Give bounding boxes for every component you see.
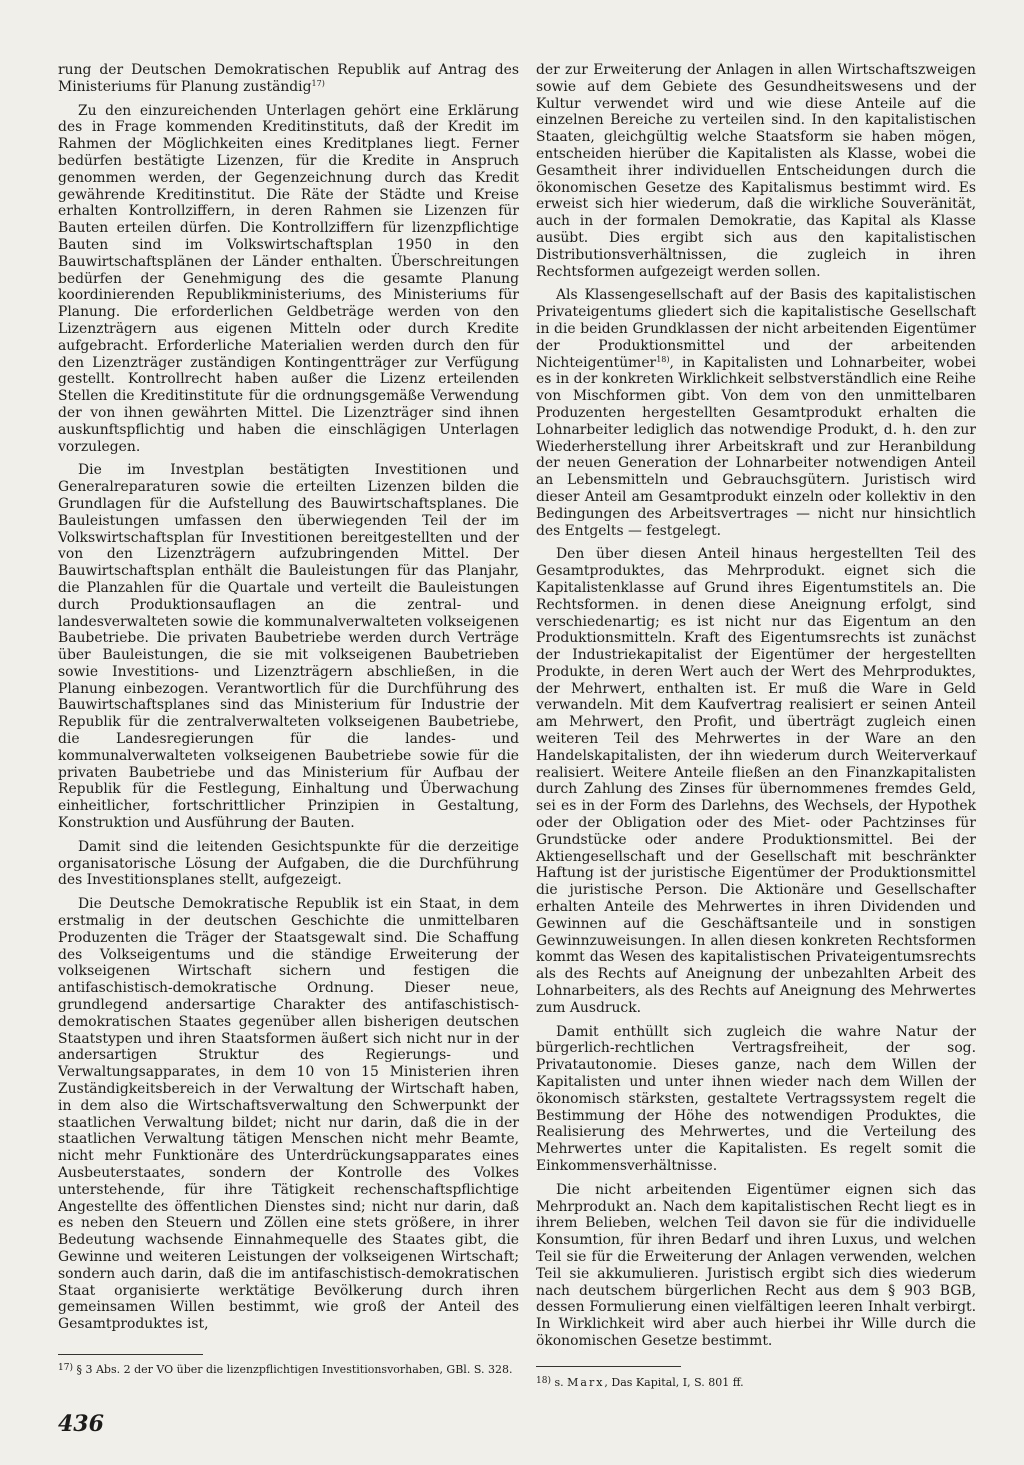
- right-column: [536, 62, 976, 1357]
- paragraph: rung der Deutschen Demokratischen Republik auf Antrag des Ministeriums für Planung zuständig$^{17)}$: [58, 62, 519, 95]
- page-number: 436: [58, 1411, 104, 1437]
- footnote-ref-18[interactable]: 18): [656, 354, 670, 364]
- paragraph: Die nicht arbeitenden Eigentümer eignen sich das Mehrprodukt an. Nach dem kapitalistischen Recht liegt es in ihrem Belieben, welchen Teil davon sie für die individuelle Konsumtion, für ihren Bedarf und ihren Luxus, und welchen Teil sie für die Erweiterung der Anlagen verwenden, welchen Teil sie akkumulieren. Juristisch ergibt sich dies wiederum nach deutschem bürgerlichen Recht aus dem § 903 BGB, dessen Formulierung einen vielfältigen leeren Inhalt verbirgt. In Wirklichkeit wird aber auch hierbei ihr Wille durch die ökonomischen Gesetze bestimmt.: [536, 1181, 976, 1349]
- footnote-number: 17): [58, 1363, 73, 1373]
- paragraph: Den über diesen Anteil hinaus hergestellten Teil des Gesamtproduktes, das Mehrprodukt. eignet sich die Kapitalistenklasse auf Grund ihres Eigentumstitels an. Die Rechtsformen. in denen diese Aneignung erfolgt, sind verschiedenartig; es ist nicht nur das Eigentum an den Produktionsmitteln. Kraft des Eigentumsrechts ist zunächst der Industriekapitalist der Eigentümer der hergestellten Produkte, in deren Wert auch der Wert des Mehrproduktes, der Mehrwert, enthalten ist. Er muß die Ware in Geld verwandeln. Mit dem Kaufvertrag realisiert er seinen Anteil am Mehrwert, den Profit, und überträgt zugleich einen weiteren Teil des Mehrwertes in der Ware an den Handelskapitalisten, der ihn wiederum durch Weiterverkauf realisiert. Weitere Anteile fließen an den Finanzkapitalisten durch Zahlung des Zinses für übernommenes fremdes Geld, sei es in der Form des Darlehns, des Wechsels, der Hypothek oder der Obligation oder des Miet- oder Pachtzinses für Grundstücke oder andere Produktionsmittel. Bei der Aktiengesellschaft und der Gesellschaft mit beschränkter Haftung ist der juristische Eigentümer der Produktionsmittel die juristische Person. Die Aktionäre und Gesellschafter erhalten Anteile des Mehrwertes in ihren Dividenden und Gewinnen auf die Geschäftsanteile und in sonstigen Gewinnzuweisungen. In allen diesen konkreten Rechtsformen kommt das Wesen des kapitalistischen Privateigentumsrechts als des Rechts auf Aneignung der unbezahlten Arbeit des Lohnarbeiters, als des Rechts auf Aneignung des Mehrwertes zum Ausdruck.: [536, 546, 976, 1016]
- footnote-17: [58, 1361, 519, 1378]
- footnote-number: 18): [536, 1376, 551, 1386]
- paragraph: Damit sind die leitenden Gesichtspunkte für die derzeitige organisatorische Lösung der Aufgaben, die die Durchführung des Investitionsplanes stellt, aufgezeigt.: [58, 838, 519, 889]
- paragraph: Die im Investplan bestätigten Investitionen und Generalreparaturen sowie die erteilten Lizenzen bilden die Grundlagen für die Aufstellung des Bauwirtschaftsplanes. Die Bauleistungen umfassen den überwiegenden Teil der im Volkswirtschaftsplan für Investitionen bereitgestellten und der von den Lizenzträgern aufzubringenden Mittel. Der Bauwirtschaftsplan enthält die Bauleistungen für das Planjahr, die Planzahlen für die Quartale und verteilt die Bauleistungen durch Produktionsauflagen an die zentral- und landesverwalteten sowie die kommunalverwalteten volkseigenen Baubetriebe. Die privaten Baubetriebe werden durch Verträge über Bauleistungen, die sie mit volkseigenen Baubetrieben sowie Investitions- und Lizenzträgern abschließen, in die Planung einbezogen. Verantwortlich für die Durchführung des Bauwirtschaftsplanes sind das Ministerium für Industrie der Republik für die zentralverwalteten volkseigenen Baubetriebe, die Landesregierungen für die landes- und kommunalverwalteten volkseigenen Baubetriebe sowie für die privaten Baubetriebe und das Ministerium für Aufbau der Republik für die Festlegung, Einhaltung und Überwachung einheitlicher, fortschrittlicher Prinzipien in Gestaltung, Konstruktion und Ausführung der Bauten.: [58, 462, 519, 832]
- paragraph: der zur Erweiterung der Anlagen in allen Wirtschaftszweigen sowie auf dem Gebiete des Gesundheitswesens und der Kultur verwendet wird und wie diese Anteile auf die einzelnen Bereiche zu verteilen sind. In den kapitalistischen Staaten, gleichgültig welche Staatsform sie haben mögen, entscheiden hierüber die Kapitalisten als Klasse, wobei die Gesamtheit ihrer individuellen Entscheidungen durch die ökonomischen Gesetze des Kapitalismus bestimmt wird. Es erweist sich hier wiederum, daß die wirkliche Souveränität, auch in der formalen Demokratie, das Kapital als Klasse ausübt. Dies ergibt sich aus den kapitalistischen Distributionsverhältnissen, die zugleich in ihren Rechtsformen aufgezeigt werden sollen.: [536, 62, 976, 280]
- paragraph: Als Klassengesellschaft auf der Basis des kapitalistischen Privateigentums gliedert sich die kapitalistische Gesellschaft in die beiden Grundklassen der nicht arbeitenden Eigentümer der Produktionsmittel und der arbeitenden Nichteigentümer$^{18)}$, in Kapitalisten und Lohnarbeiter, wobei es in der konkreten Wirklichkeit selbstverständlich eine Reihe von Mischformen gibt. Von dem von den unmittelbaren Produzenten hergestellten Gesamtprodukt erhalten die Lohnarbeiter lediglich das notwendige Produkt, d. h. den zur Wiederherstellung ihrer Arbeitskraft und zur Heranbildung der neuen Generation der Lohnarbeiter notwendigen Anteil an Lebensmitteln und Gebrauchsgütern. Juristisch wird dieser Anteil am Gesamtprodukt einzeln oder kollektiv in den Bedingungen des Arbeitsvertrages — nicht nur hinsichtlich des Entgelts — festgelegt.: [536, 287, 976, 539]
- footnote-author: Marx: [567, 1376, 605, 1389]
- footnote-prefix: s.: [554, 1376, 564, 1389]
- footnote-text: , Das Kapital, I, S. 801 ff.: [604, 1376, 744, 1389]
- footnote-divider-right: [536, 1366, 681, 1367]
- footnote-divider-left: [58, 1354, 203, 1355]
- footnote-18: [536, 1374, 976, 1391]
- footnote-text: § 3 Abs. 2 der VO über die lizenzpflichtigen Investitionsvorhaben, GBl. S. 328.: [76, 1363, 513, 1376]
- paragraph: Die Deutsche Demokratische Republik ist ein Staat, in dem erstmalig in der deutschen Geschichte die unmittelbaren Produzenten die Träger der Staatsgewalt sind. Die Schaffung des Volkseigentums und die ständige Erweiterung der volkseigenen Wirtschaft sichern und festigen die antifaschistisch-demokratische Ordnung. Dieser neue, grundlegend andersartige Charakter des antifaschistisch-demokratischen Staates gegenüber allen bisherigen deutschen Staatstypen und ihren Staatsformen äußert sich nicht nur in der andersartigen Struktur des Regierungs- und Verwaltungsapparates, in dem 10 von 15 Ministerien ihren Zuständigkeitsbereich in der Verwaltung der Wirtschaft haben, in dem also die Wirtschaftsverwaltung den Schwerpunkt der staatlichen Verwaltung bildet; nicht nur darin, daß die in der staatlichen Verwaltung tätigen Menschen nicht mehr Beamte, nicht mehr Funktionäre des Unterdrückungsapparates eines Ausbeuterstaates, sondern der Kontrolle des Volkes unterstehende, für ihre Tätigkeit rechenschaftspflichtige Angestellte des öffentlichen Dienstes sind; nicht nur darin, daß es neben den Steuern und Zöllen eine stets größere, in ihrer Bedeutung wachsende Einnahmequelle des Staates gibt, die Gewinne und weiteren Leistungen der volkseigenen Wirtschaft; sondern auch darin, daß die im antifaschistisch-demokratischen Staat organisierte werktätige Bevölkerung durch ihren gemeinsamen Willen bestimmt, wie groß der Anteil des Gesamtproduktes ist,: [58, 896, 519, 1333]
- footnote-ref-17[interactable]: 17): [311, 78, 325, 88]
- paragraph: Damit enthüllt sich zugleich die wahre Natur der bürgerlich-rechtlichen Vertragsfreiheit, der sog. Privatautonomie. Dieses ganze, nach dem Willen der Kapitalisten und unter ihnen wieder nach dem Willen der ökonomisch stärksten, gestaltete Vertragssystem regelt die Bestimmung der Höhe des notwendigen Produktes, die Realisierung des Mehrwertes, und die Verteilung des Mehrwertes unter die Kapitalisten. Es regelt somit die Einkommensverhältnisse.: [536, 1023, 976, 1174]
- paragraph: Zu den einzureichenden Unterlagen gehört eine Erklärung des in Frage kommenden Kreditinstituts, daß der Kredit im Rahmen der Möglichkeiten eines Kreditplanes liegt. Ferner bedürfen bestätigte Lizenzen, für die Kredite in Anspruch genommen werden, der Gegenzeichnung durch das Kredit gewährende Kreditinstitut. Die Räte der Städte und Kreise erhalten Kontrollziffern, in deren Rahmen sie Lizenzen für Bauten erteilen dürfen. Die Kontrollziffern für lizenzpflichtige Bauten sind im Volkswirtschaftsplan 1950 in den Bauwirtschaftsplänen der Länder enthalten. Überschreitungen bedürfen der Genehmigung des die gesamte Planung koordinierenden Republikministeriums, des Ministeriums für Planung. Die erforderlichen Geldbeträge werden von den Lizenzträgern aus eigenen Mitteln oder durch Kredite aufgebracht. Erforderliche Materialien werden durch den für den Lizenzträger zuständigen Kontingentträger zur Verfügung gestellt. Kontrollrecht haben außer die Lizenz erteilenden Stellen die Kreditinstitute für die ordnungsgemäße Verwendung der von ihnen gewährten Mittel. Die Lizenzträger sind ihnen auskunftspflichtig und haben die einschlägigen Unterlagen vorzulegen.: [58, 102, 519, 455]
- left-column: [58, 62, 519, 1340]
